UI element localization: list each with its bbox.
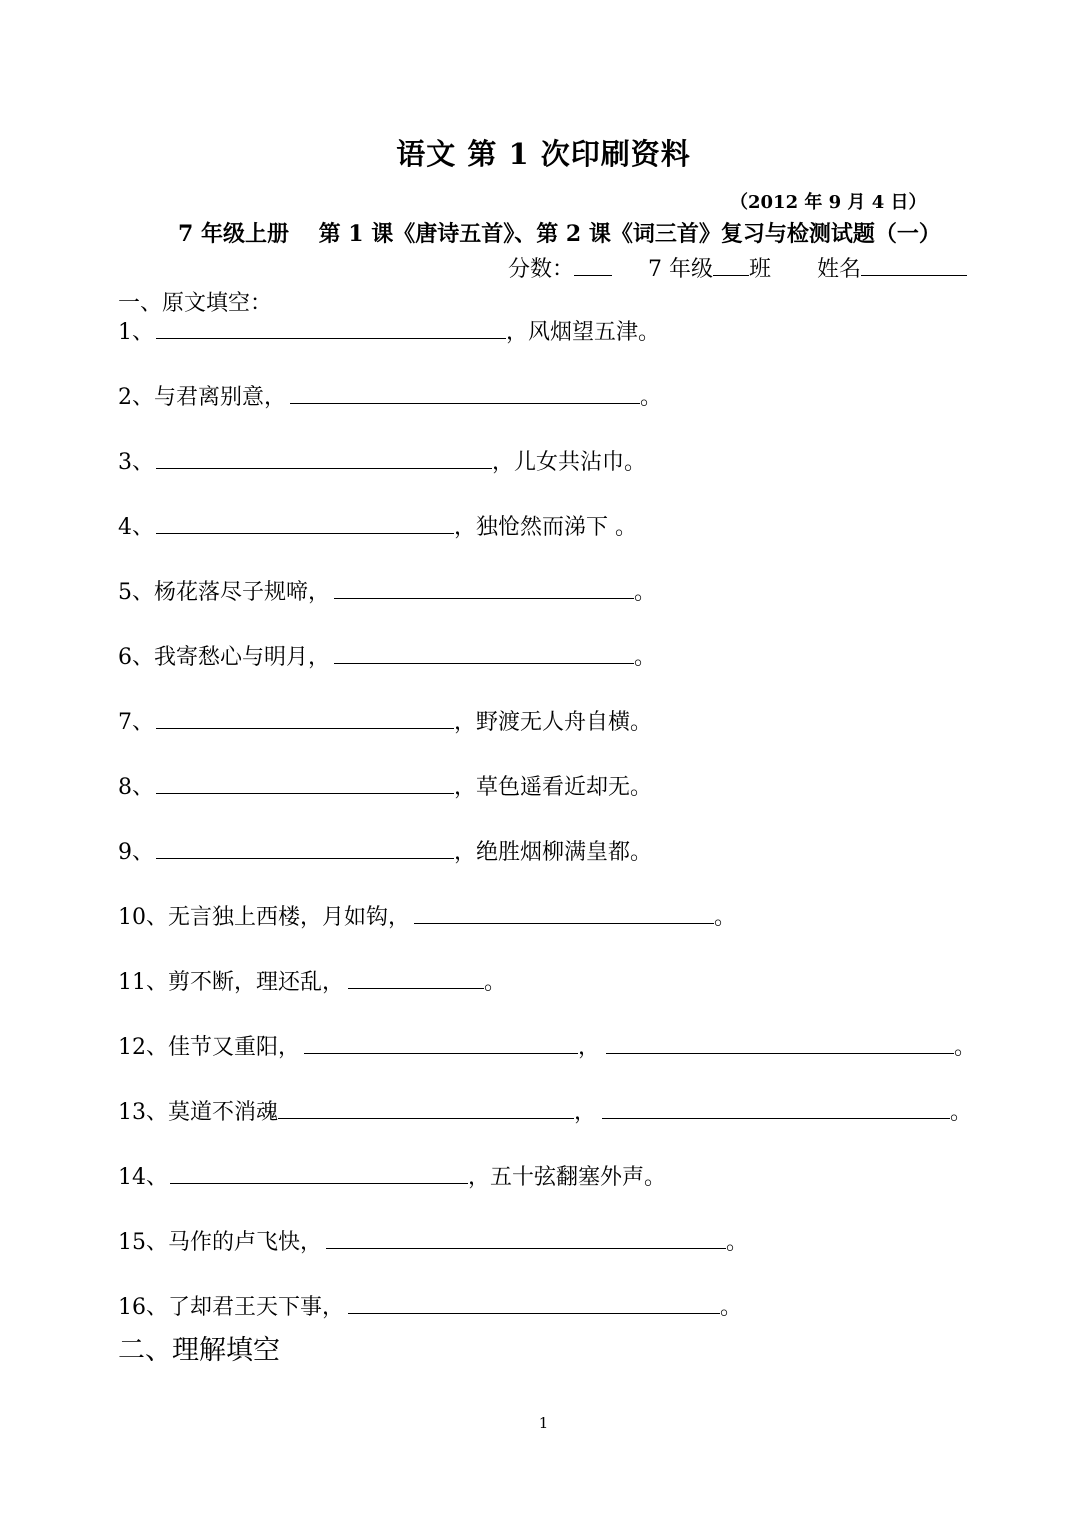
- page-number: 1: [538, 1414, 549, 1432]
- question-10: 10、无言独上西楼，月如钩， 。: [118, 901, 736, 933]
- answer-blank[interactable]: [414, 901, 714, 924]
- answer-blank[interactable]: [156, 836, 454, 859]
- question-2: 2、与君离别意， 。: [118, 381, 662, 413]
- section-title-comprehension: 二、理解填空: [118, 1335, 280, 1366]
- question-15: 15、马作的卢飞快， 。: [118, 1226, 748, 1258]
- grade-label: 7 年级: [648, 257, 714, 282]
- answer-blank-1[interactable]: [278, 1096, 574, 1119]
- student-info-line: [508, 252, 967, 283]
- class-blank[interactable]: [713, 253, 749, 276]
- question-14: 14、 ，五十弦翻塞外声。: [118, 1161, 666, 1193]
- question-16: 16、了却君王天下事， 。: [118, 1291, 742, 1323]
- question-11: 11、剪不断，理还乱， 。: [118, 966, 506, 998]
- answer-blank[interactable]: [156, 446, 492, 469]
- answer-blank[interactable]: [290, 381, 640, 404]
- score-label: 分数：: [508, 257, 575, 282]
- question-13: 13、莫道不消魂 ， 。: [118, 1096, 972, 1128]
- score-blank[interactable]: [574, 253, 612, 276]
- print-date: （2012 年 9 月 4 日）: [730, 192, 927, 213]
- class-label: 班: [749, 257, 772, 282]
- answer-blank[interactable]: [156, 316, 506, 339]
- answer-blank-1[interactable]: [304, 1031, 578, 1054]
- question-8: 8、 ，草色遥看近却无。: [118, 771, 652, 803]
- answer-blank[interactable]: [170, 1161, 468, 1184]
- answer-blank[interactable]: [156, 706, 454, 729]
- answer-blank-2[interactable]: [602, 1096, 950, 1119]
- name-label: 姓名: [817, 257, 862, 282]
- answer-blank[interactable]: [156, 511, 454, 534]
- question-4: 4、 ，独怆然而涕下 。: [118, 511, 637, 543]
- question-9: 9、 ，绝胜烟柳满皇都。: [118, 836, 652, 868]
- answer-blank[interactable]: [326, 1226, 726, 1249]
- answer-blank[interactable]: [334, 641, 634, 664]
- answer-blank[interactable]: [334, 576, 634, 599]
- exam-subtitle: 7 年级上册 第 1 课《唐诗五首》、第 2 课《词三首》复习与检测试题（一）: [178, 221, 941, 247]
- question-6: 6、我寄愁心与明月， 。: [118, 641, 656, 673]
- answer-blank[interactable]: [348, 1291, 720, 1314]
- question-1: 1、 ，风烟望五津。: [118, 316, 660, 348]
- question-7: 7、 ，野渡无人舟自横。: [118, 706, 652, 738]
- question-12: 12、佳节又重阳， ， 。: [118, 1031, 976, 1063]
- question-5: 5、杨花落尽子规啼， 。: [118, 576, 656, 608]
- name-blank[interactable]: [861, 253, 967, 276]
- answer-blank-2[interactable]: [606, 1031, 954, 1054]
- section-title-fill-in: 一、原文填空：: [118, 291, 273, 316]
- answer-blank[interactable]: [348, 966, 484, 989]
- page-title: 语文 第 1 次印刷资料: [396, 137, 691, 171]
- answer-blank[interactable]: [156, 771, 454, 794]
- question-3: 3、 ，儿女共沾巾。: [118, 446, 646, 478]
